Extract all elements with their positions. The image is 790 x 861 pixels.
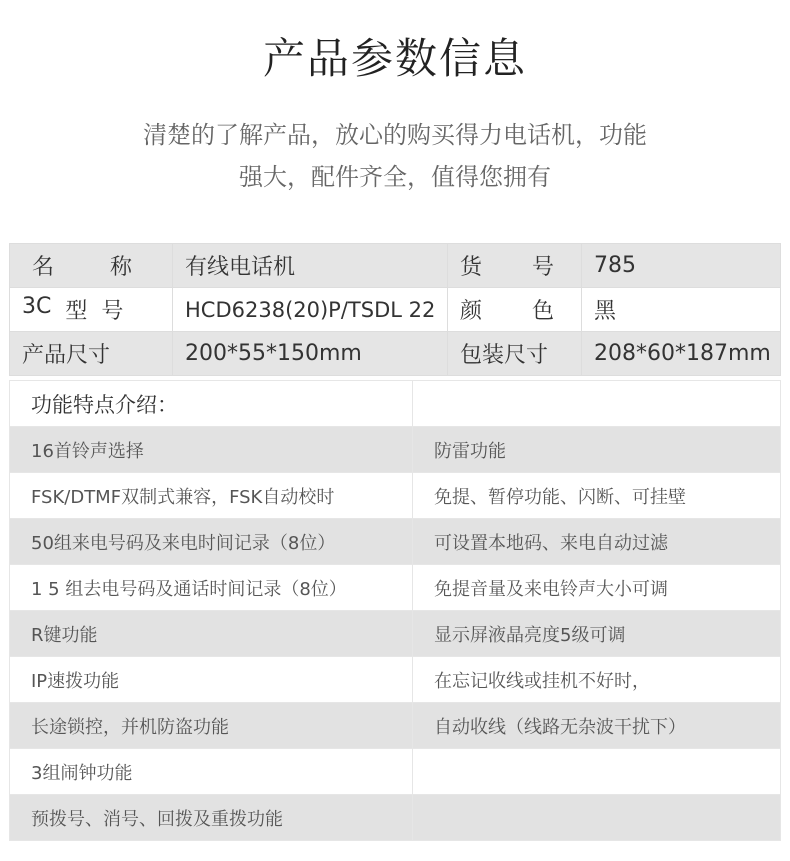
feature-right — [413, 749, 781, 795]
feature-right: 免提音量及来电铃声大小可调 — [413, 565, 781, 611]
feature-left: FSK/DTMF双制式兼容，FSK自动校时 — [10, 473, 413, 519]
features-table — [9, 380, 781, 841]
spec-row — [10, 288, 781, 332]
spec-value-color: 黑 — [582, 288, 781, 332]
feature-left: 16首铃声选择 — [10, 427, 413, 473]
feature-right: 防雷功能 — [413, 427, 781, 473]
features-header-row — [10, 381, 781, 427]
spec-value-3c-model: HCD6238(20)P/TSDL 22 — [173, 288, 448, 332]
feature-right: 免提、暂停功能、闪断、可挂壁 — [413, 473, 781, 519]
feature-row — [10, 611, 781, 657]
feature-left: 50组来电号码及来电时间记录（8位） — [10, 519, 413, 565]
feature-right: 自动收线（线路无杂波干扰下） — [413, 703, 781, 749]
subtitle-line-2: 强大，配件齐全，值得您拥有 — [239, 163, 551, 191]
spec-key-model-no: 货 号 — [448, 244, 582, 288]
spec-value-model-no: 785 — [582, 244, 781, 288]
spec-table — [9, 243, 781, 376]
spec-row — [10, 244, 781, 288]
feature-row — [10, 795, 781, 841]
spec-key-3c-model: 3C 型 号 — [10, 288, 173, 332]
spec-key-product-size: 产品尺寸 — [10, 332, 173, 376]
feature-left: 1 5 组去电号码及通话时间记录（8位） — [10, 565, 413, 611]
spec-key-package-size: 包装尺寸 — [448, 332, 582, 376]
spec-row — [10, 332, 781, 376]
subtitle-line-1: 清楚的了解产品，放心的购买得力电话机，功能 — [143, 121, 647, 149]
spec-value-product-size: 200*55*150mm — [173, 332, 448, 376]
feature-right — [413, 795, 781, 841]
spec-key-color: 颜 色 — [448, 288, 582, 332]
feature-left: R键功能 — [10, 611, 413, 657]
spec-value-package-size: 208*60*187mm — [582, 332, 781, 376]
feature-right: 显示屏液晶亮度5级可调 — [413, 611, 781, 657]
spec-key-name: 名 称 — [10, 244, 173, 288]
feature-row — [10, 519, 781, 565]
feature-left: 3组闹钟功能 — [10, 749, 413, 795]
feature-row — [10, 657, 781, 703]
feature-row — [10, 565, 781, 611]
features-heading-empty — [413, 381, 781, 427]
feature-right: 可设置本地码、来电自动过滤 — [413, 519, 781, 565]
feature-left: IP速拨功能 — [10, 657, 413, 703]
feature-row — [10, 427, 781, 473]
spec-value-name: 有线电话机 — [173, 244, 448, 288]
features-heading: 功能特点介绍： — [10, 381, 413, 427]
subtitle — [0, 114, 790, 198]
feature-row — [10, 749, 781, 795]
feature-left: 长途锁控，并机防盗功能 — [10, 703, 413, 749]
feature-right: 在忘记收线或挂机不好时， — [413, 657, 781, 703]
feature-row — [10, 703, 781, 749]
feature-row — [10, 473, 781, 519]
page-title: 产品参数信息 — [262, 34, 527, 83]
feature-left: 预拨号、消号、回拨及重拨功能 — [10, 795, 413, 841]
